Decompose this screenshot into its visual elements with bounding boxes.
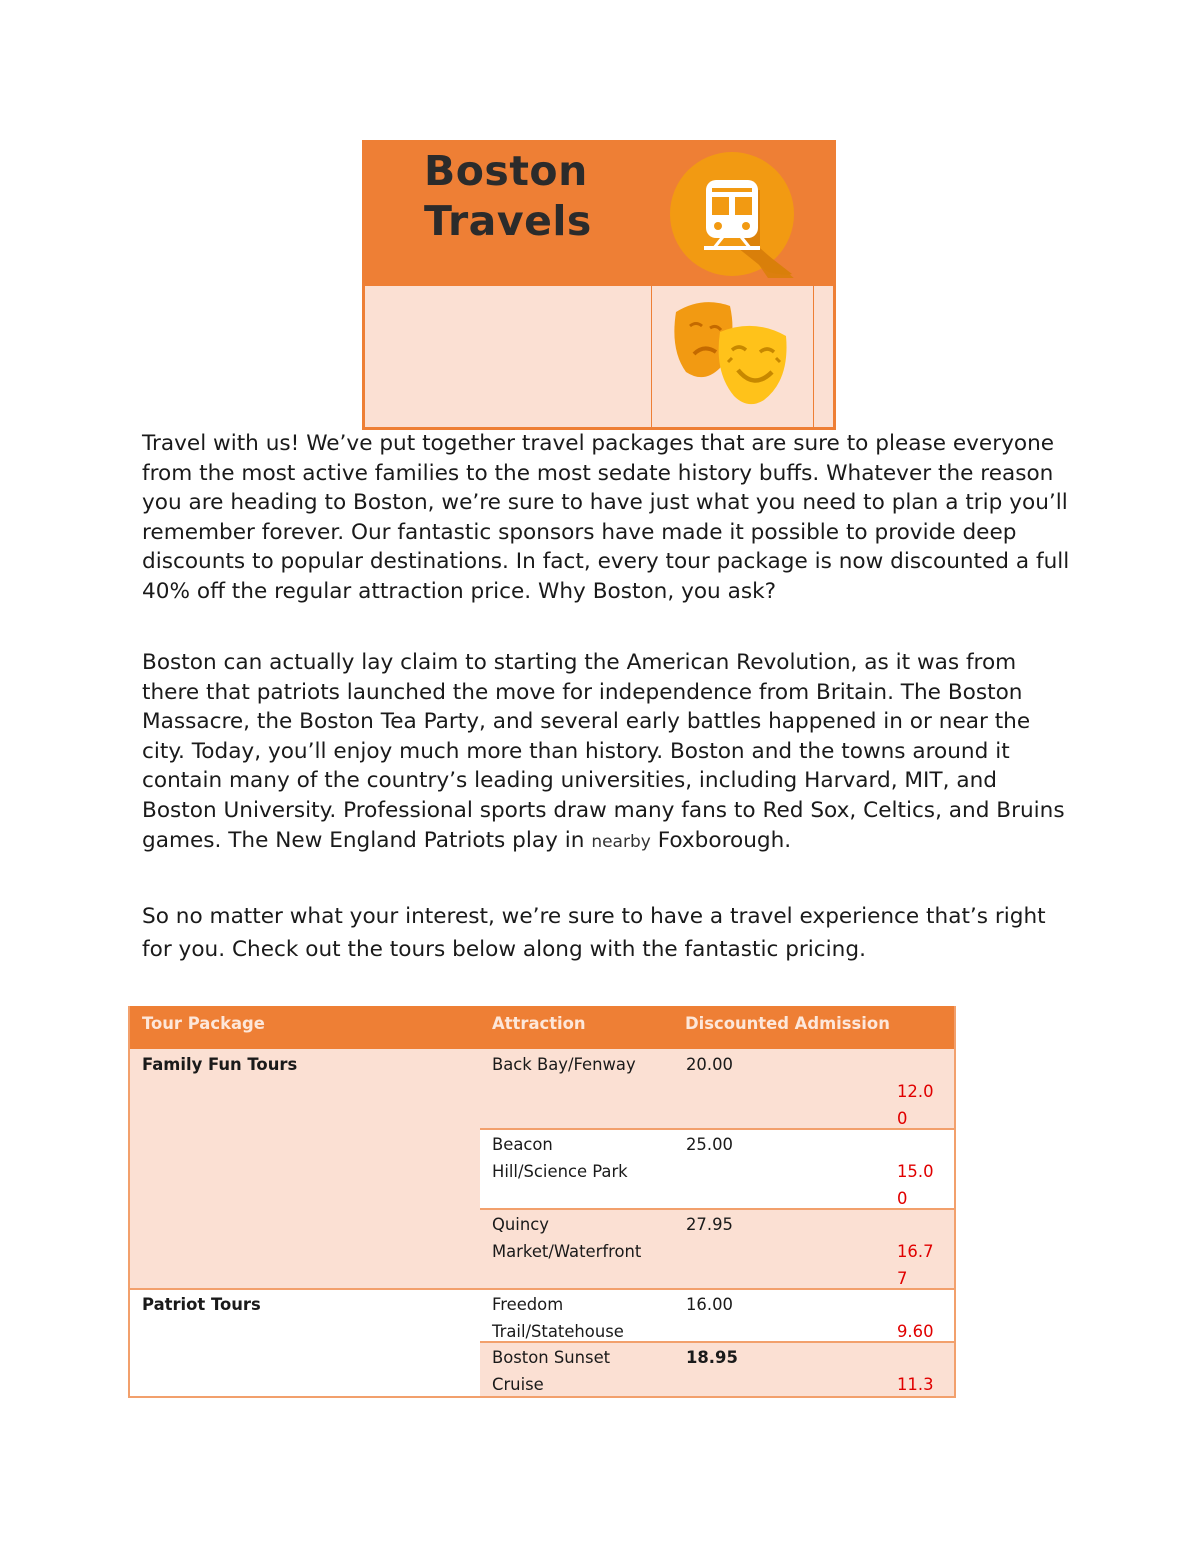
discount-line: 7 — [897, 1269, 908, 1288]
history-paragraph — [142, 648, 1072, 857]
row-divider — [130, 1288, 954, 1290]
discount-line: 15.0 — [897, 1162, 934, 1181]
discount-cell — [897, 1078, 957, 1132]
row-divider — [480, 1208, 954, 1210]
attraction-line: Trail/Statehouse — [492, 1322, 624, 1341]
train-icon — [668, 150, 796, 278]
attraction-line: Quincy — [492, 1215, 549, 1234]
attraction-cell — [492, 1131, 682, 1185]
theater-masks-icon — [668, 292, 798, 414]
divider — [813, 286, 814, 427]
attraction-line: Market/Waterfront — [492, 1242, 642, 1261]
discount-line: 0 — [897, 1189, 908, 1208]
attraction-cell — [492, 1291, 682, 1345]
discount-line: 0 — [897, 1109, 908, 1128]
price-cell: 16.00 — [686, 1295, 733, 1314]
attraction-line: Boston Sunset — [492, 1348, 611, 1367]
price-cell: 27.95 — [686, 1215, 733, 1234]
package-family-fun-tours: Family Fun Tours — [142, 1055, 298, 1074]
history-text: Boston can actually lay claim to starting the American Revolution, as it was from there that patriots launched the move for independence from Britain. The Boston Massacre, the Boston Tea Party, and several early battles happened in or near the city. Today, you’ll enjoy much more than history. Boston and the towns around it contain many of the country’s leading universities, including Harvard, MIT, and Boston University. Professional sports draw many fans to Red Sox, Celtics, and Bruins games. The New England Patriots play in — [142, 650, 1065, 853]
attraction-cell — [492, 1051, 682, 1078]
price-cell: 18.95 — [686, 1348, 738, 1367]
group-cell — [130, 1049, 480, 1289]
attraction-line: Cruise — [492, 1375, 544, 1394]
attraction-cell — [492, 1344, 682, 1398]
history-end: Foxborough. — [657, 827, 792, 853]
attraction-line: Hill/Science Park — [492, 1162, 628, 1181]
nearby-word: nearby — [591, 831, 651, 852]
discount-cell: 9.60 — [897, 1322, 934, 1341]
price-cell: 20.00 — [686, 1055, 733, 1074]
discount-cell: 11.3 — [897, 1375, 934, 1394]
attraction-line: Beacon — [492, 1135, 553, 1154]
attraction-line: Back Bay/Fenway — [492, 1055, 636, 1074]
divider — [651, 286, 652, 427]
discount-line: 12.0 — [897, 1082, 934, 1101]
brand-line-2: Travels — [424, 197, 592, 245]
closing-paragraph: So no matter what your interest, we’re sure to have a travel experience that’s right for you. Check out the tours below along with the fantastic pricing. — [142, 904, 1046, 962]
discount-line: 16.7 — [897, 1242, 934, 1261]
brand-line-1: Boston — [424, 147, 588, 195]
package-patriot-tours: Patriot Tours — [142, 1295, 261, 1314]
intro-paragraph: Travel with us! We’ve put together travel packages that are sure to please everyone from the most active families to the most sedate history buffs. Whatever the reason you are heading to Boston, we’re sure to have just what you need to plan a trip you’ll remember forever. Our fantastic sponsors have made it possible to provide deep discounts to popular destinations. In fact, every tour package is now discounted a full 40% off the regular attraction price. Why Boston, you ask? — [142, 431, 1070, 604]
attraction-line: Freedom — [492, 1295, 564, 1314]
header-attraction: Attraction — [492, 1014, 586, 1033]
discount-cell — [897, 1158, 957, 1212]
price-cell: 25.00 — [686, 1135, 733, 1154]
header-tour-package: Tour Package — [142, 1014, 265, 1033]
discount-cell — [897, 1238, 957, 1292]
header-banner — [362, 140, 836, 430]
row-divider — [480, 1128, 954, 1130]
banner-top — [362, 140, 836, 286]
header-discounted-admission: Discounted Admission — [685, 1014, 890, 1033]
brand-title — [424, 146, 592, 246]
attraction-cell — [492, 1211, 682, 1265]
tour-pricing-table — [128, 1006, 956, 1398]
